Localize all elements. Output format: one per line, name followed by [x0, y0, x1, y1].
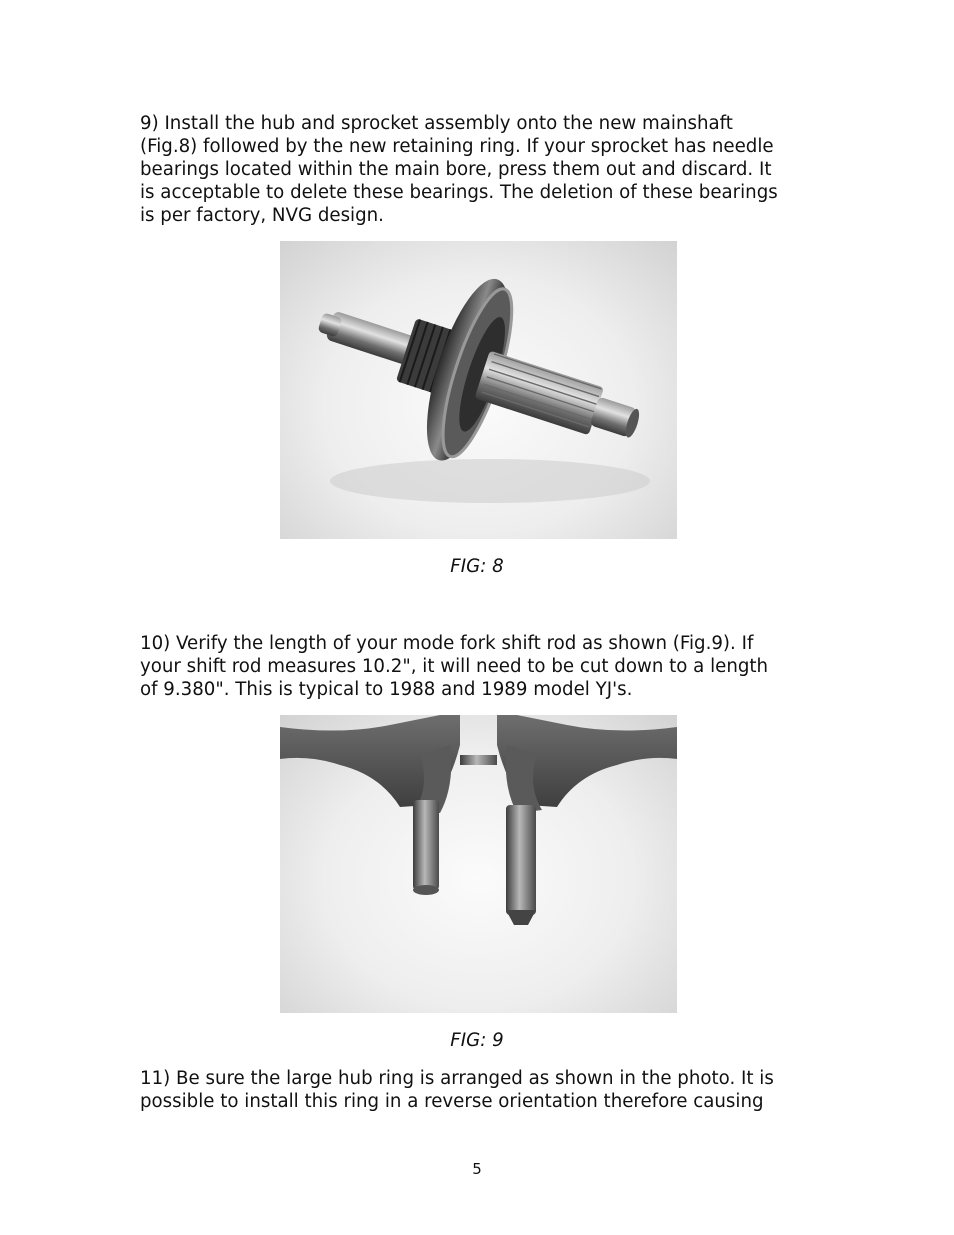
paragraph-line: bearings located within the main bore, press them out and discard. It: [140, 159, 772, 180]
paragraph-line: of 9.380". This is typical to 1988 and 1989 model YJ's.: [140, 679, 633, 700]
figure-9-caption: FIG: 9: [450, 1030, 504, 1051]
step-10-paragraph: [140, 632, 820, 701]
step-11-paragraph: [140, 1067, 820, 1113]
step-9-paragraph: [140, 112, 820, 227]
figure-8-photo: [280, 241, 677, 539]
paragraph-line: is acceptable to delete these bearings. The deletion of these bearings: [140, 182, 778, 203]
paragraph-line: is per factory, NVG design.: [140, 205, 384, 226]
paragraph-line: (Fig.8) followed by the new retaining ring. If your sprocket has needle: [140, 136, 774, 157]
hub-sprocket-mainshaft-illustration: [280, 241, 677, 539]
paragraph-line: 10) Verify the length of your mode fork shift rod as shown (Fig.9). If: [140, 633, 754, 654]
page-number: 5: [472, 1160, 482, 1178]
figure-8-caption: FIG: 8: [450, 556, 504, 577]
paragraph-line: 9) Install the hub and sprocket assembly onto the new mainshaft: [140, 113, 733, 134]
paragraph-line: 11) Be sure the large hub ring is arranged as shown in the photo. It is: [140, 1068, 774, 1089]
paragraph-line: your shift rod measures 10.2", it will need to be cut down to a length: [140, 656, 769, 677]
mode-fork-shift-rods-illustration: [280, 715, 677, 1013]
figure-9-photo: [280, 715, 677, 1013]
paragraph-line: possible to install this ring in a reverse orientation therefore causing: [140, 1091, 764, 1112]
